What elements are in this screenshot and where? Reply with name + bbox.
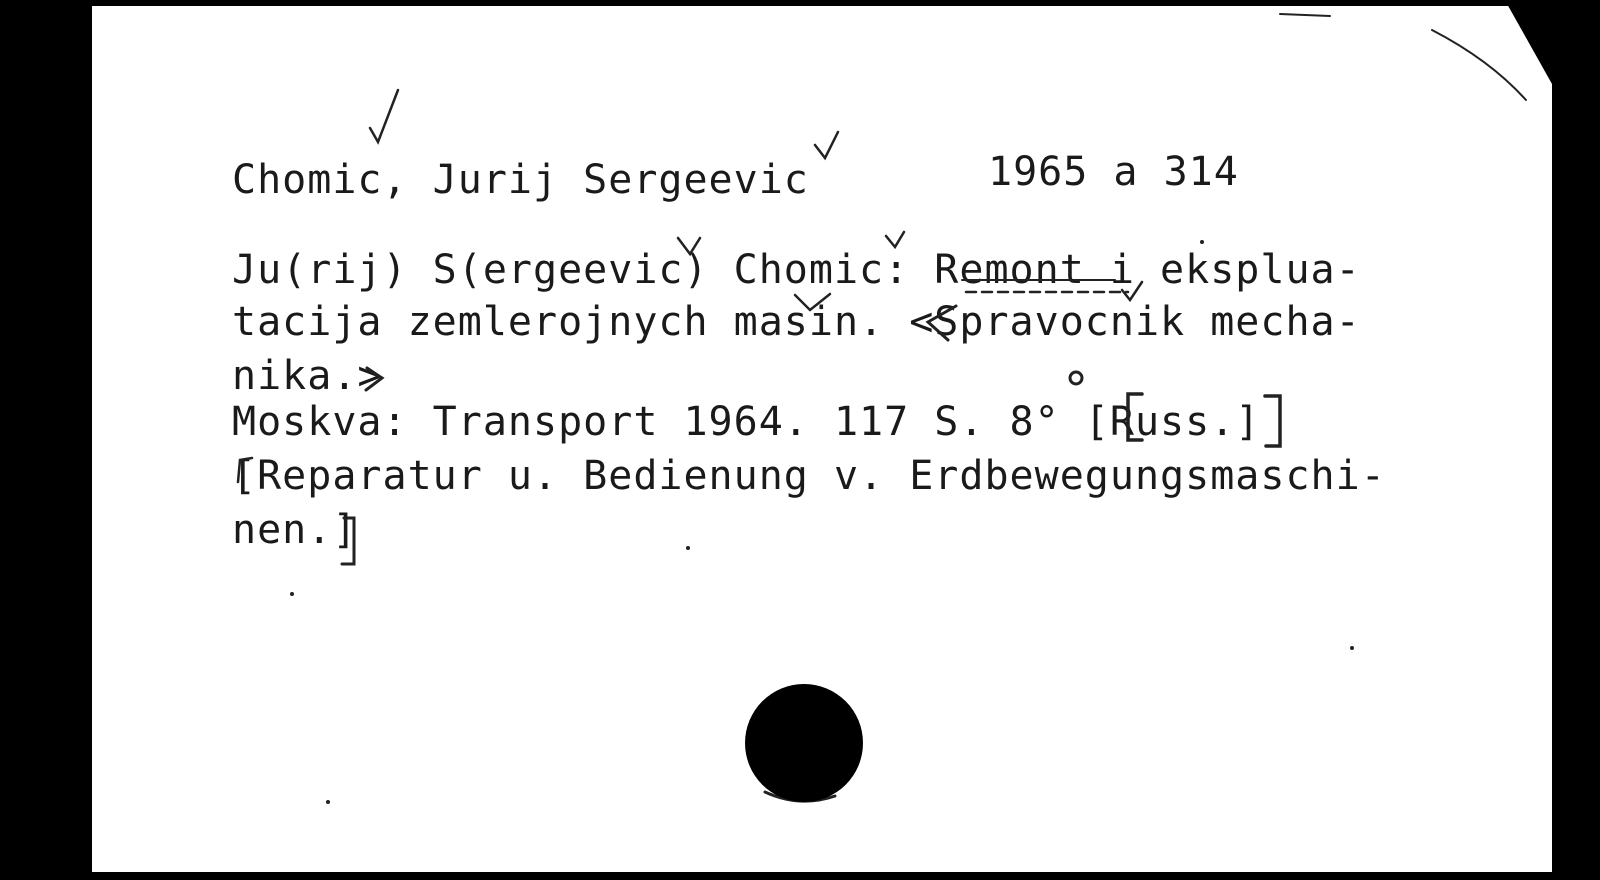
entry-line-6: nen.] (232, 507, 358, 553)
speck-dot (326, 800, 330, 804)
speck-dot (686, 546, 690, 550)
entry-line-2: tacija zemlerojnych masin. <Spravocnik mecha- (232, 299, 1361, 345)
entry-line-5: [Reparatur u. Bedienung v. Erdbewegungsmaschi- (232, 453, 1386, 499)
entry-line-4: Moskva: Transport 1964. 117 S. 8° [Russ.] (232, 399, 1261, 445)
shelf-mark: 1965 a 314 (988, 149, 1239, 195)
punched-hole (745, 684, 863, 802)
entry-line-1: Ju(rij) S(ergeevic) Chomic: Remont i eksplua- (232, 247, 1361, 293)
author-heading: Chomic, Jurij Sergeevic (232, 157, 809, 203)
speck-dot (290, 592, 294, 596)
entry-line-3: nika.> (232, 353, 383, 399)
speck-dot (1200, 240, 1204, 244)
speck-dot (1350, 646, 1354, 650)
